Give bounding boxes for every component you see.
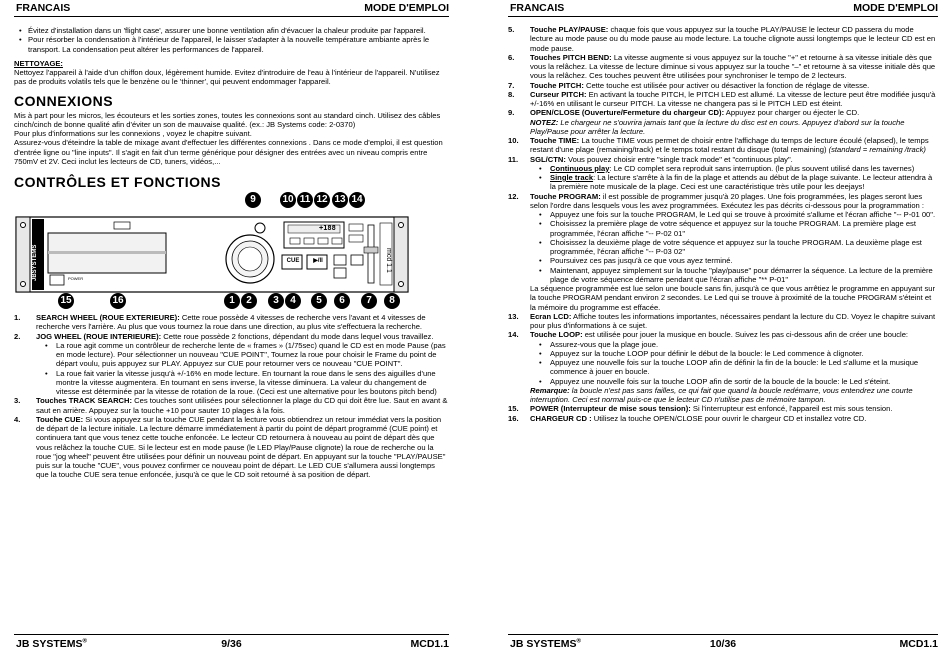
page-header [14,1,449,17]
item-text: il est possible de programmer jusqu'à 20 plages. Une fois programmées, les plages seront lues selon l'ordre dans lesquels vous les avez programmées. Exécutez les pas décrits ci-dessous pour la programmation : [530,191,924,210]
item-number: 14. [508,330,519,340]
item-bullet: • Maintenant, appuyez simplement sur la touche "play/pause" pour démarrer la séquence. La lecture de la première plage de votre séquence démarre pendant que l'écran affiche "** P-01" [530,266,938,285]
lcd-readout: +188 [319,224,336,233]
item-number: 7. [508,80,515,90]
item-title: POWER (Interrupteur de mise sous tension): [530,404,691,414]
note-text: Le chargeur ne s'ouvrira jamais tant que la lecture du disc est en cours. Appuyez d'abord sur la touche Play/Pause pour arrêter la lecture. [530,117,905,136]
callout-15: 15 [58,293,74,309]
callout-4: 4 [285,293,301,309]
item-number: 1. [14,313,21,323]
item-text: Utilisez la touche OPEN/CLOSE pour ouvrir le chargeur CD et installez votre CD. [591,413,867,423]
connections-title: CONNEXIONS [14,92,114,109]
callout-11: 11 [297,192,313,208]
item-number: 3. [14,396,21,406]
right-page [508,0,938,654]
item-bullet: • Choisissez la deuxième plage de votre séquence et appuyez sur la touche PROGRAM. La deuxième plage est programmée, l'écran affiche "-- P-03 02" [530,238,938,257]
item-title: Touche PROGRAM: [530,191,601,201]
item-title: Touche PLAY/PAUSE: [530,25,609,34]
control-item [508,53,938,81]
remark-title: Remarque: [530,385,570,395]
callout-16: 16 [110,293,126,309]
intro-bullet-list [14,26,449,54]
item-number: 13. [508,311,519,321]
control-item [508,414,938,423]
item-number: 15. [508,404,519,414]
item-title: Ecran LCD: [530,311,572,321]
header-title: MODE D'EMPLOI [853,2,938,14]
footer-page-number: 9/36 [221,638,242,650]
left-content [14,26,449,480]
item-bullet: • Assurez-vous que la plage joue. [530,340,938,349]
callout-1: 1 [224,293,240,309]
callout-6: 6 [334,293,350,309]
callout-8: 8 [384,293,400,309]
control-item [14,313,449,332]
connections-paragraph: Mis à part pour les micros, les écouteurs et les sorties zones, toutes les connexions sont au standard cinch. Utilisez des câbles cinch/cinch de bonne qualité afin d'éviter un son de mauvaise qualité. (ex.: JB Systems code: 2-0370) [14,110,441,129]
bullet-term: Single track [550,173,594,182]
item-text: La vitesse augmente si vous appuyez sur la touche "+" et retourne à sa vitesse initiale dès que vous la relâchez. La vitesse de lecture diminue si vous appuyez sur la touche "–" et retourne à sa vitesse initiale dès que vous la relâchez. Ces touches peuvent être utilisées pour synchroniser le tempo de 2 lecteurs. [530,52,936,81]
connections-paragraph: Assurez-vous d'éteindre la table de mixage avant d'effectuer les différentes connexions . Dans ce mode d'emploi, il est question d'entrée ligne ou "line inputs". Il s'agit en fait d'un terme générique pour désigner des entrées avec un niveau compris entre 750mV et 2V. Ceci inclut les lecteurs de CD, tuners, vidéos,... [14,138,443,166]
footer-brand-text: JB SYSTEMS [510,638,577,650]
item-title: Touche LOOP: [530,330,583,340]
callout-2: 2 [241,293,257,309]
control-item [508,136,938,155]
cleaning-text: Nettoyez l'appareil à l'aide d'un chiffon doux, légèrement humide. Evitez d'introduire de l'eau à l'intérieur de l'appareil. N'utilisez pas de produits volatils tels que le benzène ou le 'thinner', qui peuvent endommager l'appareil. [14,68,440,87]
control-item [14,415,449,480]
item-number: 8. [508,89,515,99]
item-text: est utilisée pour jouer la musique en boucle. Suivez les pas ci-dessous afin de créer une boucle: [582,330,909,340]
item-text: Cette touche est utilisée pour activer ou désactiver la fonction de réglage de vitesse. [583,80,870,90]
item-bullet-list [530,164,938,192]
item-title: Touche CUE: [36,414,84,424]
item-title: SGL/CTN: [530,154,566,164]
item-text: La touche TIME vous permet de choisir entre l'affichage du temps de lecture écoulé (elapsed), le temps restant d'une plage (remaining/track) et le temps total restant du disque (total remaining) [530,136,929,155]
remark-text: la boucle n'est pas sans failles, ce qui fait que quand la boucle redémarre, vous entendrez une courte interruption. Ceci est normal puis-ce que le lecteur CD n'utilise pas de mémoire tampon. [530,385,913,404]
play-button-label: ▶/II [313,258,323,265]
bullet-text: : La lecture s'arrête à la fin de la plage et attends au début de la plage suivante. Le lecteur attendra à la première note musicale de la plage. Ceci est une caractéristique très utile pour les deejays! [550,173,933,192]
item-text: Cette roue possède 2 fonctions, dépendant du mode dans lequel vous travaillez. [161,331,434,341]
device-front-panel [14,195,414,313]
item-title: Curseur PITCH: [530,89,587,99]
callout-7: 7 [361,293,377,309]
header-language: FRANCAIS [510,2,565,14]
item-number: 12. [508,191,519,201]
control-item [14,396,449,415]
item-bullet: • Appuyez une nouvelle fois sur la touche LOOP afin de sortir de la boucle de la boucle: le Led s'éteint. [530,377,938,386]
controls-title: CONTRÔLES ET FONCTIONS [14,174,221,191]
power-label: POWER [68,276,84,282]
intro-bullet: • Pour résorber la condensation à l'intérieur de l'appareil, le laisser s'adapter à la nouvelle température ambiante après le transport. La condensation peut altérer les performances de l'appareil. [18,35,449,54]
note-title: NOTEZ: [530,117,559,127]
left-page [14,0,449,654]
device-illustration [14,195,449,313]
header-language: FRANCAIS [16,2,71,14]
connections-paragraph: Pour plus d'informations sur les connexions , voyez le chapitre suivant. [14,129,252,139]
footer-brand-text: JB SYSTEMS [16,638,83,650]
control-item [508,330,938,404]
item-bullet: • Appuyez une fois sur la touche PROGRAM, le Led qui se trouve à proximité s'allume et l'écran affiche "-- P-01 00". [530,210,938,219]
item-bullet-list [530,340,938,386]
callout-13: 13 [332,192,348,208]
item-bullet-list [36,341,449,397]
control-item [508,192,938,312]
item-title: JOG WHEEL (ROUE INTERIEURE): [36,331,162,341]
control-item [508,81,938,90]
footer-brand [510,638,581,651]
callout-5: 5 [311,293,327,309]
item-title: SEARCH WHEEL (ROUE EXTERIEURE): [36,313,180,323]
controls-list [14,313,449,480]
page-header [508,1,938,17]
cleaning-title: NETTOYAGE: [14,58,63,68]
callout-14: 14 [349,192,365,208]
item-number: 10. [508,136,519,145]
item-text: Cette roue possède 4 vitesses de recherche vers l'avant et 4 vitesses de recherche vers l'arrière. Au plus que vous tournez la roue dans une direction, au plus vite s'effectuera la recherche. [36,313,426,332]
controls-list-continued [508,25,938,423]
control-item [508,25,938,53]
item-title: Touche TIME: [530,136,580,145]
item-number: 5. [508,25,515,34]
item-bullet [530,164,938,173]
callout-12: 12 [314,192,330,208]
callout-10: 10 [280,192,296,208]
item-number: 16. [508,413,519,423]
footer-page-number: 10/36 [709,638,737,650]
item-text: Si vous appuyez sur la touche CUE pendant la lecture vous obtiendrez un retour immédiat vers la position de départ de la lecture initiale. La lecture démarre immédiatement à partir du point de départ programmé (CUE point) et continuera tant que vous tenez cette touche enfoncée. Le lecteur CD retournera à nouveau au point de départ dès que vous relâchez la touche CUE. Si le lecteur est en mode pause (le LED Play/Pause clignote) la roue de recherche ou la roue "jog wheel" peuvent être utilisées pour définir un nouveau point de départ. En appuyant sur la touche "PLAY/PAUSE" puis sur la touche "CUE", vous pouvez confirmer ce nouveau point de départ. Le LED CUE s'allumera aussi longtemps que la touche CUE sera tenue enfoncée, jusqu'à ce que le CD soit retourné à sa position de départ. [36,414,446,480]
item-text: Affiche toutes les informations importantes, nécessaires pendant la lecture du CD. Voyez le chapitre suivant pour plus d'informations à ce sujet. [530,311,936,330]
device-brand-label: JBSYSTEMS [32,244,38,282]
item-title: Touche PITCH: [530,80,584,90]
bullet-text: : Le CD complet sera reproduit sans interruption. (le plus souvent utilisé dans les tavernes) [609,163,915,173]
item-bullet: • Choisissez la première plage de votre séquence et appuyez sur la touche PROGRAM. La première plage est programmée, l'écran affiche "-- P-02 01" [530,219,938,238]
page-footer [14,634,449,652]
item-title: CHARGEUR CD : [530,413,592,423]
control-item [508,312,938,331]
registered-mark: ® [82,638,87,645]
item-title: Touches TRACK SEARCH: [36,396,133,406]
item-bullet: • Poursuivez ces pas jusqu'à ce que vous ayez terminé. [530,256,938,265]
item-bullet: • La roue agit comme un contrôleur de recherche lente de « frames » (1/75sec) quand le CD est en mode Pause (pas en mode lecture). Pour sélectionner un nouveau "CUE POINT", Tournez la roue pour choisir le Frame du point de départ voulu, puis appuyez sur PLAY. Appuyez sur CUE pour retourner vers ce nouveau "CUE POINT". [36,341,449,369]
control-item [508,155,938,192]
item-number: 11. [508,154,519,164]
item-number: 9. [508,108,515,118]
item-note: (standard = remaining /track) [826,145,926,155]
item-text: En activant la touche PITCH, le PITCH LED est allumé. La vitesse de lecture peut être modifiée jusqu'à +/-16% en utilisant le curseur PITCH. La vitesse ne changera pas si le PITCH LED est éteint. [530,89,936,108]
item-number: 2. [14,331,21,341]
control-item [508,90,938,109]
item-number: 6. [508,52,515,62]
footer-model: MCD1.1 [899,638,938,650]
item-bullet-list [530,210,938,284]
item-text: Appuyez pour charger ou éjecter le CD. [724,108,860,118]
item-text: Vous pouvez choisir entre "single track mode" et "continuous play". [565,154,793,164]
registered-mark: ® [576,638,581,645]
callout-3: 3 [268,293,284,309]
item-after-text: La séquence programmée est lue selon une boucle sans fin, jusqu'à ce que vous arrêtiez le programme en appuyant sur la touche PROGRAM pendant environ 2 secondes. Le Led qui se trouve à proximité de la touche PROGRAM s'éteint et la mémoire du programme est effacée. [530,284,936,312]
right-content [508,25,938,423]
item-number: 4. [14,414,21,424]
item-bullet: • La roue fait varier la vitesse jusqu'à +/-16% en mode lecture. En tournant la roue dans le sens des aiguilles d'une montre la vitesse augmentera. En tournant en sens inverse, la vitesse diminuera. La valeur du changement de vitesse est déterminée par la vitesse de rotation de la roue. (Ceci est une alternative pour les boutons pitch bend) [36,369,449,397]
cue-button-label: CUE [286,258,300,265]
intro-bullet: • Évitez d'installation dans un 'flight case', assurer une bonne ventilation afin d'évacuer la chaleur produite par l'appareil. [18,26,449,35]
bullet-term: Continuous play [550,163,610,173]
item-bullet [530,173,938,192]
footer-brand [16,638,87,651]
item-bullet: • Appuyez sur la touche LOOP pour définir le début de la boucle: le Led commence à clignoter. [530,349,938,358]
page-footer [508,634,938,652]
item-title: OPEN/CLOSE (Ouverture/Fermeture du chargeur CD): [530,108,725,118]
item-text: chaque fois que vous appuyez sur la touche PLAY/PAUSE le lecteur CD passera du mode lecture au mode pause ou du mode pause au mode lecture. La touche clignote aussi longtemps que le lecteur CD est en mode pause. [530,25,936,53]
item-text: Si l'interrupteur est enfoncé, l'appareil est mis sous tension. [690,404,893,414]
header-title: MODE D'EMPLOI [364,2,449,14]
item-text: Ces touches sont utilisées pour sélectionner la plage du CD qui doit être lue. Saut en avant & saut en arrière. Appuyez sur la touche +10 pour sauter 10 plages à la fois. [36,396,448,415]
control-item [508,404,938,413]
item-bullet: • Appuyez une nouvelle fois sur la touche LOOP afin de définir la fin de la boucle: le Led s'allume et la musique commence à jouer en boucle. [530,358,938,377]
control-item [508,108,938,136]
control-item [14,332,449,397]
item-title: Touches PITCH BEND: [530,52,612,62]
callout-9: 9 [245,192,261,208]
footer-model: MCD1.1 [410,638,449,650]
device-model-label: mcd 1.1 [385,247,392,273]
